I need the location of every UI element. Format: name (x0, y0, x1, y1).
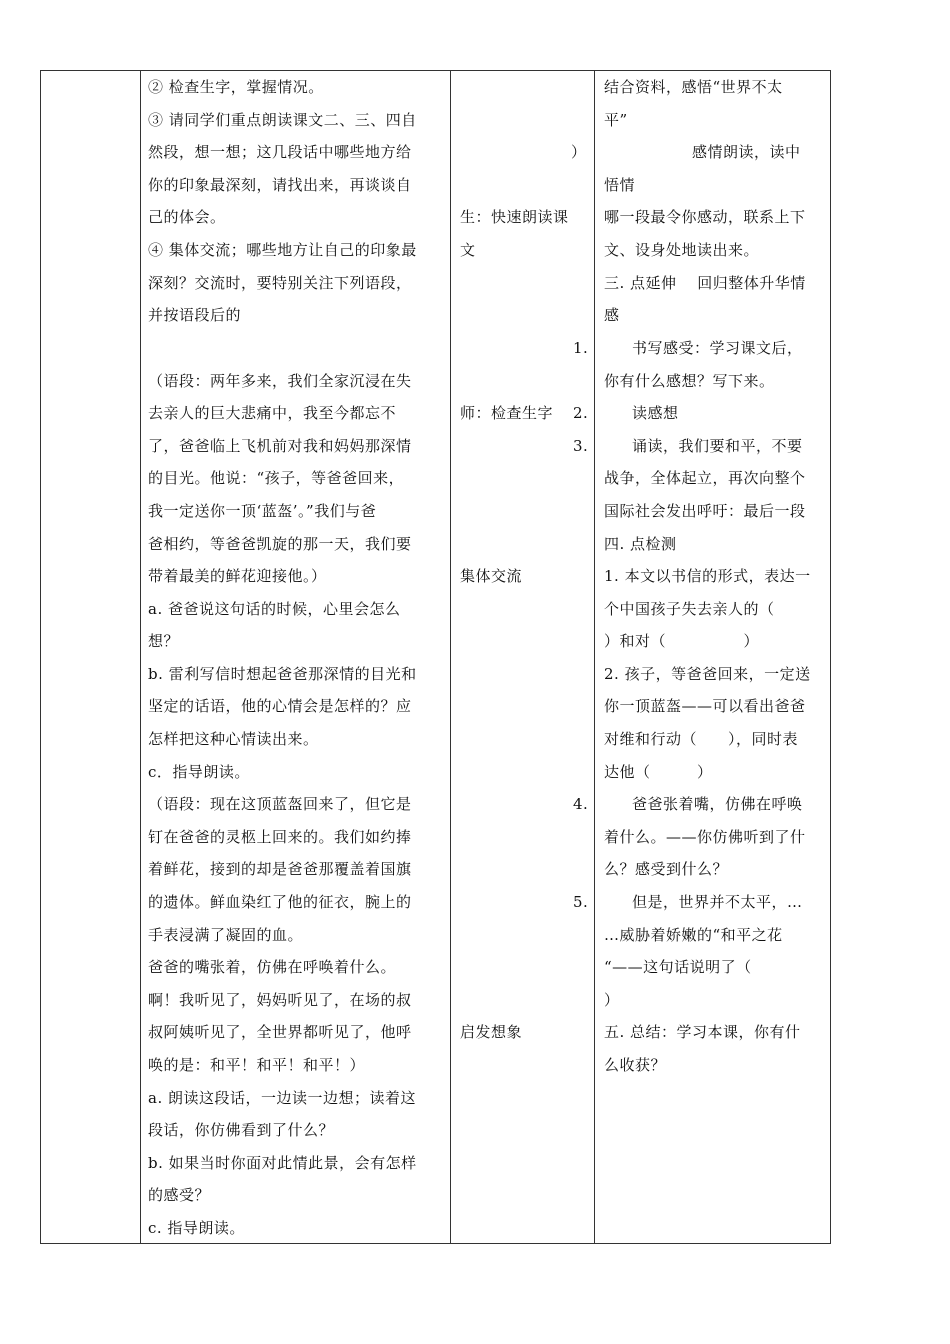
text-line: 对维和行动（ ），同时表 (604, 730, 799, 748)
text-line: 但是，世界并不太平，… (632, 893, 803, 911)
text-line: 四. 点检测 (604, 535, 677, 553)
text-line: 去亲人的巨大悲痛中，我至今都忘不 (148, 404, 397, 422)
text-line: 书写感受：学习课文后， (632, 339, 803, 357)
text-line: 你的印象最深刻，请找出来，再谈谈自 (148, 176, 412, 194)
text-line: 我一定送你一顶‘蓝盔’。”我们与爸 (148, 502, 377, 520)
text-line: （语段：现在这顶蓝盔回来了，但它是 (148, 795, 412, 813)
text-line: 1. (573, 339, 589, 357)
text-line: 了，爸爸临上飞机前对我和妈妈那深情 (148, 437, 412, 455)
text-line: 3. (573, 437, 589, 455)
text-line: 1. 本文以书信的形式，表达一 (604, 567, 811, 585)
text-line: ）和对（ ） (604, 632, 760, 650)
text-line: 感情朗读，读中 (692, 143, 801, 161)
text-line: 然段，想一想；这几段话中哪些地方给 (148, 143, 412, 161)
text-line: 诵读，我们要和平，不要 (632, 437, 803, 455)
column-divider (450, 71, 451, 1243)
text-line: ） (604, 991, 620, 1009)
text-line: 啊！我听见了，妈妈听见了，在场的叔 (148, 991, 412, 1009)
text-line: 着什么。——你仿佛听到了什 (604, 828, 806, 846)
text-line: 段话，你仿佛看到了什么？ (148, 1121, 335, 1139)
text-line: b. 如果当时你面对此情此景，会有怎样 (148, 1154, 417, 1172)
text-line: 启发想象 (460, 1023, 523, 1041)
text-line: 爸爸张着嘴，仿佛在呼唤 (632, 795, 803, 813)
text-line: 三. 点延伸 回归整体升华情 (604, 274, 806, 292)
text-line: 文 (460, 241, 476, 259)
text-line: 感 (604, 306, 620, 324)
text-line: 的遗体。鲜血染红了他的征衣，腕上的 (148, 893, 412, 911)
text-line: 手表浸满了凝固的血。 (148, 926, 304, 944)
text-line: 并按语段后的 (148, 306, 242, 324)
lesson-plan-table (40, 70, 831, 1244)
text-line: 么？感受到什么？ (604, 860, 729, 878)
text-line: 师：检查生字 (460, 404, 554, 422)
column-divider (594, 71, 595, 1243)
text-line: 的目光。他说：“孩子，等爸爸回来， (148, 469, 405, 487)
text-line: 你有什么感想？写下来。 (604, 372, 775, 390)
text-line: 想？ (148, 632, 180, 650)
text-line: 爸爸的嘴张着，仿佛在呼唤着什么。 (148, 958, 397, 976)
text-line: b. 雷利写信时想起爸爸那深情的目光和 (148, 665, 417, 683)
text-line: 读感想 (632, 404, 679, 422)
text-line: a. 朗读这段话，一边读一边想；读着这 (148, 1089, 416, 1107)
text-line: 结合资料，感悟“世界不太 (604, 78, 783, 96)
text-line: 坚定的话语，他的心情会是怎样的？应 (148, 697, 412, 715)
text-line: 的感受？ (148, 1186, 211, 1204)
text-line: 文、设身处地读出来。 (604, 241, 760, 259)
text-line: 怎样把这种心情读出来。 (148, 730, 319, 748)
text-line: 生：快速朗读课 (460, 208, 569, 226)
text-line: 达他（ ） (604, 763, 713, 781)
text-line: 么收获？ (604, 1056, 667, 1074)
text-line: 悟情 (604, 176, 636, 194)
text-line: 深刻？交流时，要特别关注下列语段， (148, 274, 412, 292)
text-line: 战争，全体起立，再次向整个 (604, 469, 806, 487)
text-line: 哪一段最令你感动，联系上下 (604, 208, 806, 226)
text-line: …威胁着娇嫩的“和平之花 (604, 926, 783, 944)
column-divider (140, 71, 141, 1243)
text-line: 国际社会发出呼吁：最后一段 (604, 502, 806, 520)
text-line: ④ 集体交流；哪些地方让自己的印象最 (148, 241, 417, 259)
text-line: c．指导朗读。 (148, 763, 250, 781)
text-line: 平” (604, 111, 628, 129)
text-line: a. 爸爸说这句话的时候，心里会怎么 (148, 600, 401, 618)
text-line: （语段：两年多来，我们全家沉浸在失 (148, 372, 412, 390)
text-line: 5. (573, 893, 589, 911)
text-line: 你一顶蓝盔——可以看出爸爸 (604, 697, 806, 715)
text-line: 集体交流 (460, 567, 523, 585)
text-line: 叔阿姨听见了，全世界都听见了，他呼 (148, 1023, 412, 1041)
text-line: ② 检查生字，掌握情况。 (148, 78, 324, 96)
text-line: “——这句话说明了（ (604, 958, 752, 976)
text-line: 钉在爸爸的灵柩上回来的。我们如约捧 (148, 828, 412, 846)
text-line: 2. (573, 404, 589, 422)
text-line: 带着最美的鲜花迎接他。） (148, 567, 327, 585)
text-line: ③ 请同学们重点朗读课文二、三、四自 (148, 111, 417, 129)
text-line: 4. (573, 795, 589, 813)
text-line: 2. 孩子，等爸爸回来，一定送 (604, 665, 811, 683)
text-line: 五. 总结：学习本课，你有什 (604, 1023, 801, 1041)
text-line: 爸相约，等爸爸凯旋的那一天，我们要 (148, 535, 412, 553)
text-line: ） (571, 143, 587, 161)
text-line: 唤的是：和平！和平！和平！） (148, 1056, 366, 1074)
text-line: 个中国孩子失去亲人的（ (604, 600, 775, 618)
text-line: c. 指导朗读。 (148, 1219, 245, 1237)
text-line: 己的体会。 (148, 208, 226, 226)
text-line: 着鲜花，接到的却是爸爸那覆盖着国旗 (148, 860, 412, 878)
